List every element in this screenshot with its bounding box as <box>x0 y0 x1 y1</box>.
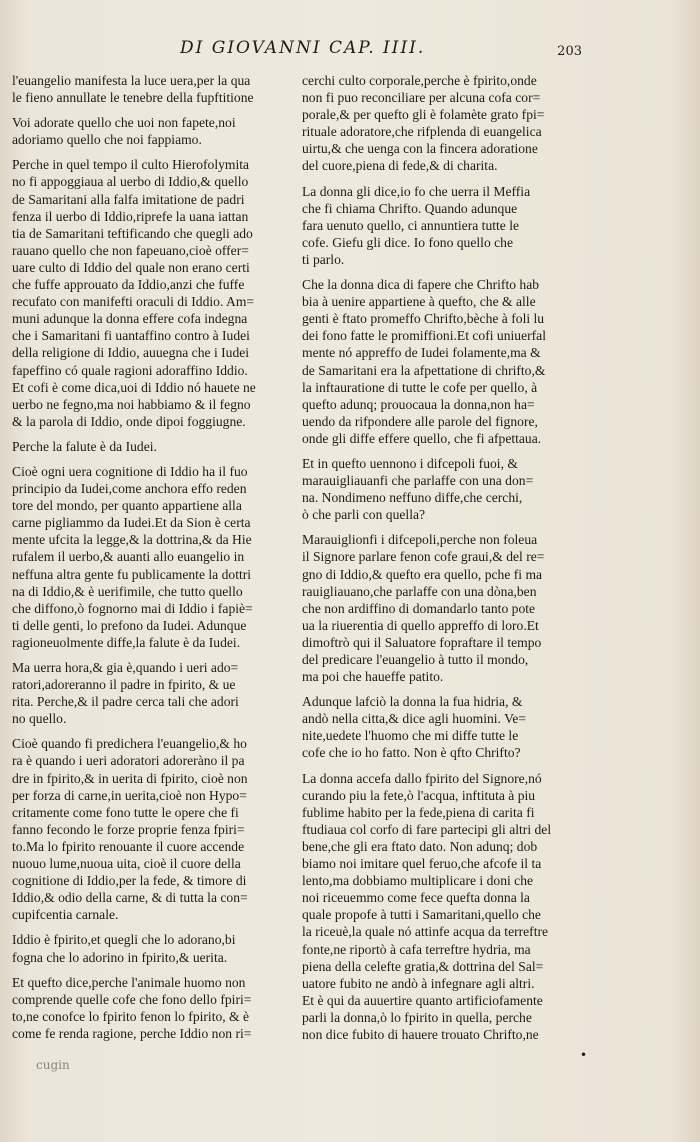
text-line: uirtu,& che uenga con la fincera adoratione <box>302 141 538 157</box>
text-line: ua la riuerentia di quello appreffo di loro.Et <box>302 617 539 633</box>
text-line: uerbo ne fegno,ma noi habbiamo & il fegno <box>12 396 251 412</box>
text-line: della religione di Iddio, auuegna che i Iudei <box>12 345 250 361</box>
page-header <box>0 38 700 62</box>
text-line: nuouo lume,nuoua uita, cioè il cuore della <box>12 856 241 872</box>
text-line: cupifcentia carnale. <box>12 907 119 923</box>
text-line: gno di Iddio,& quefto era quello, pche fi ma <box>302 566 543 582</box>
page-mark: • <box>580 1048 588 1062</box>
text-line: bene,che gli era ftato dato. Non adunq; dob <box>302 838 538 854</box>
text-line: to.Ma lo fpirito renouante il cuore accende <box>12 838 245 854</box>
text-line: no quello. <box>12 711 67 727</box>
text-line: lento,ma dobbiamo multiplicare i doni che <box>302 873 534 889</box>
right-text-column <box>302 72 586 1051</box>
text-line: parli la donna,ò lo fpirito in quella, perche <box>302 1009 532 1025</box>
text-line: muni adunque la donna effere cofa indegna <box>12 311 248 327</box>
text-line: nite,uedete l'huomo che mi diffe tutte le <box>302 728 519 744</box>
text-line: cerchi culto corporale,perche è fpirito,onde <box>302 73 537 88</box>
paragraph <box>302 183 586 268</box>
text-line: andò nella citta,& dice agli huomini. Ve= <box>302 711 527 727</box>
text-line: curando piu la fete,ò l'acqua, inftituta à piu <box>302 787 536 803</box>
text-line: & la parola di Iddio, onde dipoi foggiugne. <box>12 413 246 429</box>
text-line: na. Nondimeno neffuno diffe,che cerchi, <box>302 490 523 506</box>
text-line: Et è qui da auuertire quanto artificiofamente <box>302 992 543 1008</box>
text-line: Cioè quando fi predichera l'euangelio,& ho <box>12 736 247 752</box>
text-line: piena della celefte gratia,& dottrina del Sal= <box>302 958 544 974</box>
text-line: non fi puo reconciliare per alcuna cofa cor= <box>302 90 541 106</box>
paragraph <box>302 72 586 175</box>
text-line: uatore fubito ne andò à infegnare agli altri. <box>302 975 535 991</box>
paragraph <box>12 931 290 965</box>
text-line: quale propofe à tutti i Samaritani,quello che <box>302 907 541 923</box>
text-line: mente ufcita la legge,& la dottrina,& da Hie <box>12 532 252 548</box>
paragraph <box>12 974 290 1042</box>
text-line: tore del mondo, per quanto appartiene alla <box>12 498 242 514</box>
text-line: rauano quello che non fapeuano,cioè offer= <box>12 242 249 258</box>
text-line: ragioneuolmente diffe,la falute è da Iudei. <box>12 634 241 650</box>
text-line: ma poi che haueffe patito. <box>302 669 444 685</box>
text-line: Adunque lafciò la donna la fua hidria, & <box>302 694 523 710</box>
text-line: cofe. Giefu gli dice. Io fono quello che <box>302 234 514 250</box>
text-line: to,ne conofce lo fpirito fenon lo fpirito, & è <box>12 1008 250 1024</box>
text-line: Marauiglionfi i difcepoli,perche non foleua <box>302 532 538 548</box>
text-line: che diffono,ò fognorno mai di Iddio i fapiè= <box>12 600 253 616</box>
text-line: La donna gli dice,io fo che uerra il Meffia <box>302 183 531 199</box>
text-line: fogna che lo adorino in fpirito,& uerita. <box>12 949 228 965</box>
paragraph <box>302 276 586 447</box>
text-line: uare culto di Iddio del quale non erano certi <box>12 259 250 275</box>
running-title: DI GIOVANNI CAP. IIII. <box>180 38 426 58</box>
text-line: principio da Iudei,come anchora effo reden <box>12 481 247 497</box>
text-line: Voi adorate quello che uoi non fapete,noi <box>12 115 236 131</box>
text-line: le fieno annullate le tenebre della fupftitione <box>12 90 254 106</box>
text-line: cognitione di Iddio,per la fede, & timore di <box>12 873 247 889</box>
text-line: rufalem il uerbo,& auanti allo euangelio in <box>12 549 245 565</box>
paragraph <box>302 693 586 761</box>
text-line: Perche in quel tempo il culto Hierofolymita <box>12 157 250 173</box>
text-line: dei fono fatte le promiffioni.Et cofi uniuerfal <box>302 328 546 344</box>
text-line: comprende quelle cofe che fono dello fpiri= <box>12 991 252 1007</box>
text-line: ra è quando i ueri adoratori adoreràno il pa <box>12 753 245 769</box>
paragraph <box>12 659 290 727</box>
text-line: che fi chiama Chrifto. Quando adunque <box>302 200 518 216</box>
text-line: fonte,ne riportò à cafa terreftre hydria, ma <box>302 941 531 957</box>
text-line: de Samaritani era la afpettatione di chrifto,& <box>302 362 546 378</box>
text-line: fara uenuto quello, ci annuntiera tutte le <box>302 217 520 233</box>
left-text-column <box>12 72 290 1050</box>
paragraph <box>12 72 290 106</box>
text-line: per forza di carne,in uerita,cioè non Hypo= <box>12 787 247 803</box>
paragraph <box>12 438 290 455</box>
text-line: bia à uenire appartiene à quefto, che & alle <box>302 294 536 310</box>
text-line: Et in quefto uennono i difcepoli fuoi, & <box>302 455 518 471</box>
text-line: ti parlo. <box>302 251 345 267</box>
page-number: 203 <box>557 44 582 59</box>
text-line: recufato con manifefti oraculi di Iddio. Am= <box>12 294 255 310</box>
text-line: rituale adoratore,che rifplenda di euangelica <box>302 124 542 140</box>
paragraph <box>302 455 586 523</box>
text-line: del predicare l'euangelio à tutto il mondo, <box>302 652 529 667</box>
text-line: critamente come fono tutte le opere che fi <box>12 804 239 820</box>
text-line: na di Iddio,& è uerifimile, che tutto quello <box>12 583 243 599</box>
text-line: fublime habito per la fede,piena di carita fi <box>302 804 535 820</box>
text-line: genti è ftato promeffo Chrifto,bèche à foli lu <box>302 311 545 327</box>
text-line: biamo noi imitare quel feruo,che afcofe il ta <box>302 856 542 872</box>
text-line: cofe che io ho fatto. Non è qfto Chrifto? <box>302 745 521 761</box>
text-line: del cuore,piena di fede,& di charita. <box>302 158 498 174</box>
text-line: ratori,adoreranno il padre in fpirito, & ue <box>12 677 236 693</box>
text-line: che i Samaritani fi uantaffino contro à Iudei <box>12 328 250 344</box>
text-line: Et cofi è come dica,uoi di Iddio nó hauete ne <box>12 379 256 395</box>
text-line: La donna accefa dallo fpirito del Signore,nó <box>302 770 542 786</box>
paragraph <box>12 735 290 923</box>
text-line: fapeffino có quale ragioni adoraffino Iddio. <box>12 362 248 378</box>
paragraph <box>302 770 586 1044</box>
text-line: come fe renda ragione, perche Iddio non ri= <box>12 1025 252 1041</box>
text-line: uendo da rifpondere alle parole del fignore, <box>302 413 538 429</box>
text-line: ftudiaua col corfo di fare partecipi gli altri del <box>302 821 552 837</box>
text-line: Cioè ogni uera cognitione di Iddio ha il fuo <box>12 463 248 479</box>
text-line: porale,& per quefto gli è folamète grato fpi= <box>302 107 545 123</box>
text-line: non dice fubito di hauere trouato Chrifto,ne <box>302 1026 539 1042</box>
text-line: marauigliauanfi che parlaffe con una don= <box>302 473 534 489</box>
text-line: Ma uerra hora,& gia è,quando i ueri ado= <box>12 660 239 675</box>
text-line: Iddio è fpirito,et quegli che lo adorano,bi <box>12 932 236 948</box>
paragraph <box>12 156 290 430</box>
text-line: de Samaritani alla falfa imitatione de padri <box>12 191 245 207</box>
text-line: l'euangelio manifesta la luce uera,per la qua <box>12 73 251 88</box>
text-line: Che la donna dica di fapere che Chrifto hab <box>302 277 540 293</box>
text-line: noi riceuemmo come fece quefta donna la <box>302 890 530 906</box>
text-line: ti delle genti, lo prefono da Iudei. Adunque <box>12 617 247 633</box>
text-line: fenza il uerbo di Iddio,riprefe la uana iattan <box>12 208 249 224</box>
text-line: adoriamo quello che noi fappiamo. <box>12 132 202 148</box>
text-line: ò che parli con quella? <box>302 507 426 523</box>
text-line: no fi appoggiaua al uerbo di Iddio,& quello <box>12 174 249 190</box>
text-line: carne pigliammo da Iudei.Et da Sion è certa <box>12 515 251 531</box>
text-line: tia de Samaritani teftificando che quegli ado <box>12 225 253 241</box>
text-line: quefto adunq; prouocaua la donna,non ha= <box>302 396 535 412</box>
text-line: il Signore parlare fenon cofe graui,& del re= <box>302 549 545 565</box>
text-line: la riceuè,la quale nó attinfe acqua da terreftre <box>302 924 549 940</box>
text-line: fanno fecondo le forze proprie fenza fpiri= <box>12 821 245 837</box>
text-line: Et quefto dice,perche l'animale huomo non <box>12 974 246 990</box>
text-line: dre in fpirito,& in uerita di fpirito, cioè non <box>12 770 248 786</box>
catchword: cugin <box>36 1058 70 1072</box>
paragraph <box>12 463 290 651</box>
text-line: Perche la falute è da Iudei. <box>12 438 157 454</box>
text-line: rita. Perche,& il padre cerca tali che adori <box>12 694 239 710</box>
paragraph <box>12 114 290 148</box>
text-line: la inftauratione di tutte le cofe per quello, à <box>302 379 538 395</box>
text-line: mente nó appreffo de Iudei folamente,ma & <box>302 345 541 361</box>
text-line: onde gli diffe effere quello, che fi afpettaua. <box>302 430 542 446</box>
text-line: Iddio,& odio della carne, & di tutta la con= <box>12 890 248 906</box>
text-line: rauigliauano,che parlaffe con una dòna,ben <box>302 583 537 599</box>
text-line: dimoftrò qui il Saluatore fopraftare il tempo <box>302 634 542 650</box>
text-line: neffuna altra gente fu publicamente la dottri <box>12 566 252 582</box>
paragraph <box>302 531 586 685</box>
text-line: che fuffe approuato da Iddio,anzi che fuffe <box>12 277 245 293</box>
text-line: che non ardiffino di domandarlo tanto pote <box>302 600 536 616</box>
